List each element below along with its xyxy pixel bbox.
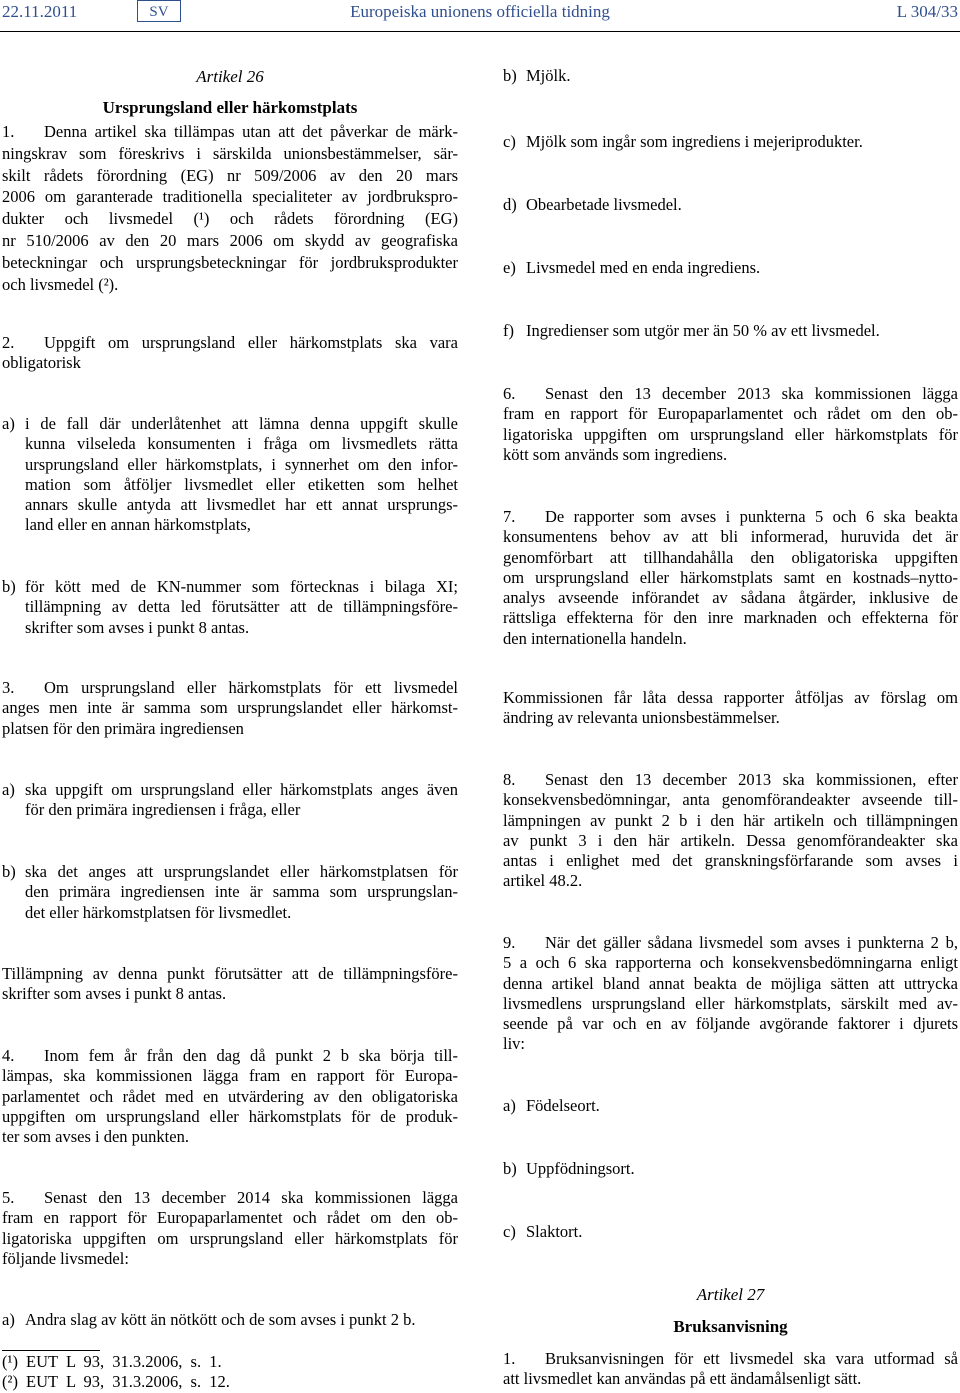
text-line	[503, 708, 958, 728]
line-text: mation som åtföljer livsmedlet eller etiketten som helhet	[25, 474, 458, 494]
item-text	[526, 66, 958, 86]
text-line	[2, 1229, 458, 1249]
text-line	[503, 1349, 958, 1369]
line-text: och livsmedel (²).	[2, 274, 119, 294]
item-label: b)	[2, 862, 16, 881]
text-line	[2, 964, 458, 984]
paragraph-number: 3.	[2, 678, 15, 697]
journal-title: Europeiska unionens officiella tidning	[350, 2, 610, 21]
text-line	[503, 994, 958, 1014]
line-text: 2006 om garanterade traditionella specialiteter av jordbrukspro-	[2, 187, 458, 207]
line-text: Om ursprungsland eller härkomstplats för ett livsmedel	[44, 678, 458, 697]
line-text: liv:	[503, 1034, 526, 1054]
paragraph-7	[503, 507, 958, 649]
line-text: artikel 48.2.	[503, 871, 583, 891]
line-text: av punkt 3 i den här artikeln. Dessa genomförandeakter ska	[503, 830, 958, 850]
text-line	[25, 800, 458, 820]
line-text: konsekvensbedömningar, anta genomförandeakter avseende till-	[503, 790, 958, 810]
line-text: platsen för den primära ingrediensen	[2, 718, 244, 738]
paragraph-number: 2.	[2, 333, 15, 352]
text-line	[2, 678, 458, 698]
paragraph-4	[2, 1046, 458, 1147]
line-text: Senast den 13 december 2014 ska kommissionen lägga	[44, 1188, 458, 1207]
item-label: a)	[503, 1096, 516, 1115]
line-text: antas i enlighet med det granskningsförfarande som avses i	[503, 851, 958, 871]
footnote-1: (¹) EUT L 93, 31.3.2006, s. 1.	[2, 1352, 222, 1371]
line-text: följande livsmedel:	[2, 1248, 129, 1268]
line-text: skrifter som avses i punkt 8 antas.	[2, 984, 227, 1004]
item-text	[526, 1096, 958, 1116]
item-label: f)	[503, 321, 514, 340]
list-item-f-ingredients	[503, 321, 958, 341]
paragraph-3-note	[2, 964, 458, 1005]
line-text: lämpas, ska kommissionen lägga fram en rapport för Europa-	[2, 1066, 458, 1086]
paragraph-number: 1.	[503, 1349, 516, 1368]
line-text: det eller härkomstplatsen för livsmedlet.	[25, 902, 292, 922]
text-line	[2, 186, 458, 208]
text-line	[503, 608, 958, 628]
article-27-label: Artikel 27	[696, 1285, 765, 1304]
text-line	[526, 132, 958, 152]
text-line	[25, 434, 458, 454]
text-line	[2, 333, 458, 353]
paragraph-number: 7.	[503, 507, 516, 526]
paragraph-number: 6.	[503, 384, 516, 403]
text-line	[526, 258, 958, 278]
text-line	[503, 1034, 958, 1054]
line-text: seende på var och en av följande avgörande faktorer i djurets	[503, 1014, 958, 1034]
list-item-2b	[2, 577, 458, 638]
text-line	[2, 1188, 458, 1208]
line-text: kött som används som ingrediens.	[503, 444, 728, 464]
text-line	[503, 548, 958, 568]
publication-date: 22.11.2011	[2, 2, 78, 21]
text-line	[25, 780, 458, 800]
article-26-title: Ursprungsland eller härkomstplats	[102, 98, 358, 117]
item-text	[25, 862, 458, 923]
line-text: om ursprungsland eller härkomstplats samt en kostnads–nytto-	[503, 567, 958, 587]
item-label: c)	[503, 1222, 516, 1241]
line-text: Inom fem år från den dag då punkt 2 b ska börja till-	[44, 1046, 458, 1065]
line-text: Uppfödningsort.	[526, 1159, 635, 1178]
text-line	[503, 811, 958, 831]
text-line	[503, 1014, 958, 1034]
text-line	[2, 353, 458, 373]
paragraph-8	[503, 770, 958, 892]
text-line	[503, 974, 958, 994]
line-text: skilt rådets förordning (EG) nr 509/2006 av den 20 mars	[2, 165, 458, 185]
line-text: Obearbetade livsmedel.	[526, 195, 682, 214]
text-line	[503, 790, 958, 810]
item-text	[526, 195, 958, 215]
line-text: fram en rapport för Europaparlamentet och rådet om den ob-	[503, 404, 958, 424]
text-line	[25, 882, 458, 902]
item-text	[25, 577, 458, 638]
header-divider	[0, 31, 960, 32]
line-text: nr 510/2006 av den 20 mars 2006 om skydd av geografiska	[2, 230, 458, 250]
line-text: ligatoriska uppgiften om ursprungsland eller härkomstplats för	[2, 1228, 458, 1248]
line-text: Livsmedel med en enda ingrediens.	[526, 258, 761, 277]
line-text: kunna vilseleda konsumenten i fråga om livsmedlets rätta	[25, 434, 458, 454]
text-line	[503, 527, 958, 547]
paragraph-6	[503, 384, 958, 465]
line-text: att livsmedlet kan användas på ett ändamålsenligt sätt.	[503, 1369, 862, 1389]
line-text: skrifter som avses i punkt 8 antas.	[25, 617, 250, 637]
text-line	[2, 1249, 458, 1269]
line-text: genomförbart att tillhandahålla den obligatoriska uppgiften	[503, 547, 958, 567]
line-text: annars skulle antyda att livsmedlet har ett annat ursprungs-	[25, 495, 458, 515]
line-text: land eller en annan härkomstplats,	[25, 515, 251, 535]
line-text: Andra slag av kött än nötkött och de som avses i punkt 2 b.	[25, 1310, 416, 1329]
line-text: livsmedlens ursprungsland eller härkomstplats, särskilt med av-	[503, 993, 958, 1013]
footnote-2: (²) EUT L 93, 31.3.2006, s. 12.	[2, 1372, 230, 1391]
text-line	[2, 252, 458, 274]
list-item-9c	[503, 1222, 958, 1242]
paragraph-5	[2, 1188, 458, 1269]
line-text: dukter och livsmedel (¹) och rådets förordning (EG)	[2, 209, 458, 229]
text-line	[503, 425, 958, 445]
text-line	[2, 984, 458, 1004]
line-text: ändring av relevanta unionsbestämmelser.	[503, 708, 780, 728]
item-label: d)	[503, 195, 517, 214]
item-text	[25, 780, 458, 821]
text-line	[526, 1096, 958, 1116]
list-item-3b	[2, 862, 458, 923]
text-line	[526, 321, 958, 341]
text-line	[526, 66, 958, 86]
line-text: Senast den 13 december 2013 ska kommissionen, efter	[545, 770, 958, 789]
text-line	[25, 515, 458, 535]
line-text: Mjölk.	[526, 66, 571, 85]
text-line	[25, 577, 458, 597]
text-line	[503, 384, 958, 404]
line-text: Slaktort.	[526, 1222, 583, 1241]
text-line	[2, 719, 458, 739]
item-label: c)	[503, 132, 516, 151]
text-line	[503, 688, 958, 708]
footnote-divider	[2, 1350, 100, 1351]
text-line	[2, 1127, 458, 1147]
item-text	[25, 414, 458, 536]
list-item-2a	[2, 414, 458, 536]
article-27-paragraph-1	[503, 1349, 958, 1390]
item-label: e)	[503, 258, 516, 277]
text-line	[2, 274, 458, 296]
line-text: Födelseort.	[526, 1096, 600, 1115]
line-text: Bruksanvisningen för ett livsmedel ska vara utformad så	[545, 1349, 958, 1368]
text-line	[2, 698, 458, 718]
page-reference: L 304/33	[896, 2, 958, 21]
paragraph-2	[2, 333, 458, 374]
line-text: Ingredienser som utgör mer än 50 % av ett livsmedel.	[526, 321, 880, 340]
text-line	[25, 862, 458, 882]
text-line	[526, 1159, 958, 1179]
text-line	[503, 871, 958, 891]
line-text: ter som avses i den punkten.	[2, 1127, 189, 1147]
line-text: tillämpning av detta led förutsätter att de tillämpningsföre-	[25, 597, 458, 617]
line-text: ningskrav som föreskrivs i särskilda unionsbestämmelser, sär-	[2, 143, 458, 163]
line-text: ska det anges att ursprungslandet eller härkomstplatsen för	[25, 862, 458, 881]
text-line	[2, 1107, 458, 1127]
text-line	[2, 1208, 458, 1228]
text-line	[2, 121, 458, 143]
text-line	[503, 831, 958, 851]
line-text: för den primära ingrediensen i fråga, eller	[25, 800, 301, 820]
text-line	[25, 597, 458, 617]
item-text	[526, 132, 958, 152]
line-text: ursprungsland eller härkomstplats, i synnerhet om den infor-	[25, 454, 458, 474]
text-line	[2, 1066, 458, 1086]
text-line	[25, 455, 458, 475]
line-text: De rapporter som avses i punkterna 5 och 6 ska beakta	[545, 507, 958, 526]
paragraph-number: 4.	[2, 1046, 15, 1065]
line-text: för kött med de KN-nummer som förtecknas i bilaga XI;	[25, 577, 458, 596]
article-27-title: Bruksanvisning	[673, 1317, 788, 1336]
language-code-badge: SV	[137, 0, 181, 22]
line-text: konsumentens behov av att bli informerad, huruvida det är	[503, 527, 958, 547]
item-label: b)	[503, 1159, 517, 1178]
text-line	[503, 953, 958, 973]
item-text	[25, 1310, 458, 1330]
text-line	[2, 208, 458, 230]
paragraph-number: 8.	[503, 770, 516, 789]
list-item-c-milk-ingredient	[503, 132, 958, 152]
item-text	[526, 258, 958, 278]
paragraph-9	[503, 933, 958, 1055]
line-text: fram en rapport för Europaparlamentet och rådet om den ob-	[2, 1208, 458, 1228]
item-label: a)	[2, 780, 15, 799]
text-line	[503, 507, 958, 527]
line-text: Senast den 13 december 2013 ska kommissionen lägga	[545, 384, 958, 403]
text-line	[503, 568, 958, 588]
text-line	[25, 1310, 458, 1330]
line-text: den primära ingrediensen inte är samma som ursprungslan-	[25, 882, 458, 902]
text-line	[503, 629, 958, 649]
item-text	[526, 1159, 958, 1179]
line-text: uppgiften om ursprungsland eller härkomstplats för de produk-	[2, 1106, 458, 1126]
text-line	[25, 903, 458, 923]
list-item-b-milk	[503, 66, 958, 86]
text-line	[503, 770, 958, 790]
paragraph-7-note	[503, 688, 958, 729]
line-text: anges men inte är samma som ursprungslandet eller härkomst-	[2, 698, 458, 718]
line-text: Uppgift om ursprungsland eller härkomstplats ska vara	[44, 333, 458, 352]
text-line	[25, 618, 458, 638]
line-text: beteckningar och ursprungsbeteckningar för jordbruksprodukter	[2, 252, 458, 272]
text-line	[503, 404, 958, 424]
item-label: b)	[503, 66, 517, 85]
paragraph-number: 9.	[503, 933, 516, 952]
text-line	[503, 445, 958, 465]
list-item-9b	[503, 1159, 958, 1179]
line-text: rättsliga effekterna för den inre marknaden och effekterna för	[503, 608, 958, 628]
list-item-5a	[2, 1310, 458, 1330]
line-text: När det gäller sådana livsmedel som avses i punkterna 2 b,	[545, 933, 958, 952]
line-text: i de fall där underlåtenhet att lämna denna uppgift skulle	[25, 414, 458, 433]
list-item-e-single-ingredient	[503, 258, 958, 278]
item-text	[526, 321, 958, 341]
text-line	[25, 414, 458, 434]
line-text: Denna artikel ska tillämpas utan att det påverkar de märk-	[44, 122, 458, 141]
list-item-9a	[503, 1096, 958, 1116]
line-text: analys avseende införandet av sådana åtgärder, inklusive de	[503, 588, 958, 608]
paragraph-number: 5.	[2, 1188, 15, 1207]
text-line	[2, 143, 458, 165]
line-text: den internationella handeln.	[503, 628, 687, 648]
line-text: Tillämpning av denna punkt förutsätter att de tillämpningsföre-	[2, 964, 458, 983]
text-line	[503, 933, 958, 953]
line-text: 5 a och 6 ska rapporterna och konsekvensbedömningarna enligt	[503, 953, 958, 973]
paragraph-1	[2, 121, 458, 295]
text-line	[503, 851, 958, 871]
text-line	[526, 195, 958, 215]
list-item-3a	[2, 780, 458, 821]
text-line	[2, 165, 458, 187]
item-label: a)	[2, 414, 15, 433]
line-text: parlamentet och rådet med en utvärdering av den obligatoriska	[2, 1086, 458, 1106]
line-text: obligatorisk	[2, 353, 81, 373]
item-label: a)	[2, 1310, 15, 1329]
line-text: Mjölk som ingår som ingrediens i mejeriprodukter.	[526, 132, 863, 151]
line-text: ligatoriska uppgiften om ursprungsland eller härkomstplats för	[503, 424, 958, 444]
item-text	[526, 1222, 958, 1242]
line-text: Kommissionen får låta dessa rapporter åtföljas av förslag om	[503, 688, 958, 707]
text-line	[25, 495, 458, 515]
list-item-d-unprocessed	[503, 195, 958, 215]
text-line	[2, 230, 458, 252]
text-line	[2, 1046, 458, 1066]
text-line	[25, 475, 458, 495]
text-line	[503, 588, 958, 608]
text-line	[526, 1222, 958, 1242]
line-text: denna artikel bland annat beakta de möjliga sätten att uttrycka	[503, 973, 958, 993]
text-line	[2, 1087, 458, 1107]
line-text: ska uppgift om ursprungsland eller härkomstplats anges även	[25, 780, 458, 799]
article-26-label: Artikel 26	[196, 67, 264, 86]
text-line	[503, 1369, 958, 1389]
paragraph-number: 1.	[2, 122, 15, 141]
item-label: b)	[2, 577, 16, 596]
paragraph-3	[2, 678, 458, 739]
line-text: lämpningen av punkt 2 b i den här artikeln och tillämpningen	[503, 810, 958, 830]
